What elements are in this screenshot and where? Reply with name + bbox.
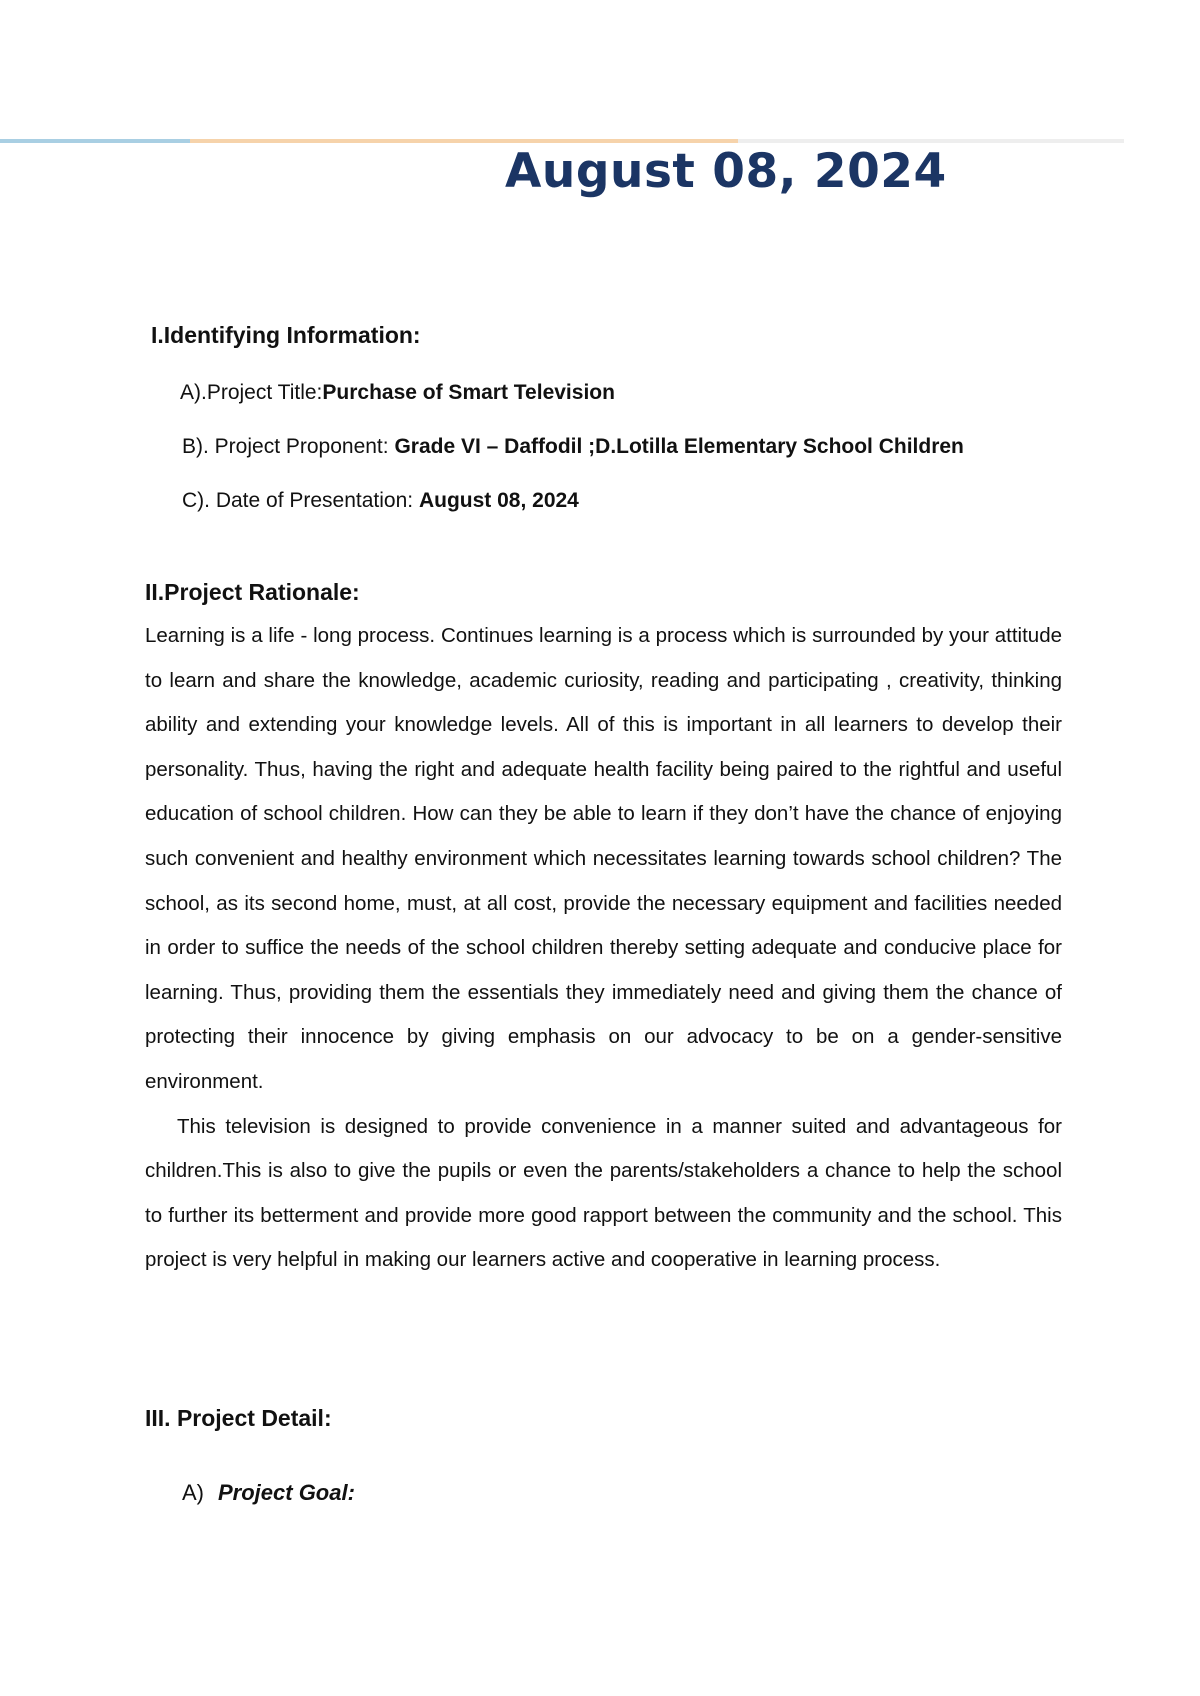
rationale-paragraph-2: This television is designed to provide convenience in a manner suited and advantageous for children.This is also to give the pupils or even the parents/stakeholders a chance to help the school to further its betterment and provide more good rapport between the community and the school. This project is very helpful in making our learners active and cooperative in learning process. [145,1114,1062,1272]
header-rule-orange [190,139,738,143]
rationale-paragraph-1: Learning is a life - long process. Continues learning is a process which is surrounded by your attitude to learn and share the knowledge, academic curiosity, reading and participating , creativity, thinking ability and extending your knowledge levels. All of this is important in all learners to develop their personality. Thus, having the right and adequate health facility being paired to the rightful and useful education of school children. How can they be able to learn if they don’t have the chance of enjoying such convenient and healthy environment which necessitates learning towards school children? The school, as its second home, must, at all cost, provide the necessary equipment and facilities needed in order to suffice the needs of the school children thereby setting adequate and conducive place for learning. Thus, providing them the essentials they immediately need and giving them the chance of protecting their innocence by giving emphasis on our advocacy to be on a gender-sensitive environment. [145,624,1062,1093]
header-rule-blue [0,139,190,143]
project-proponent-value: Grade VI – Daffodil ;D.Lotilla Elementary School Children [394,435,964,458]
section-identifying-information-title: I.Identifying Information: [151,322,421,348]
project-goal-line [182,1480,355,1506]
project-title-label: A).Project Title: [180,381,323,404]
project-goal-marker: A) [182,1480,204,1505]
section-project-detail-title: III. Project Detail: [145,1405,332,1431]
date-of-presentation-line [182,489,579,513]
header-rule-grey [738,139,1124,143]
project-title-value: Purchase of Smart Television [322,381,615,404]
project-title-line [180,381,615,405]
rationale-body [145,614,1062,1283]
project-proponent-label: B). Project Proponent: [182,435,395,458]
date-of-presentation-value: August 08, 2024 [418,489,579,512]
project-proponent-line [182,435,964,459]
date-of-presentation-label: C). Date of Presentation: [182,489,419,512]
document-date-heading: August 08, 2024 [505,144,947,199]
project-goal-label: Project Goal: [218,1480,355,1505]
section-project-rationale-title: II.Project Rationale: [145,579,360,605]
